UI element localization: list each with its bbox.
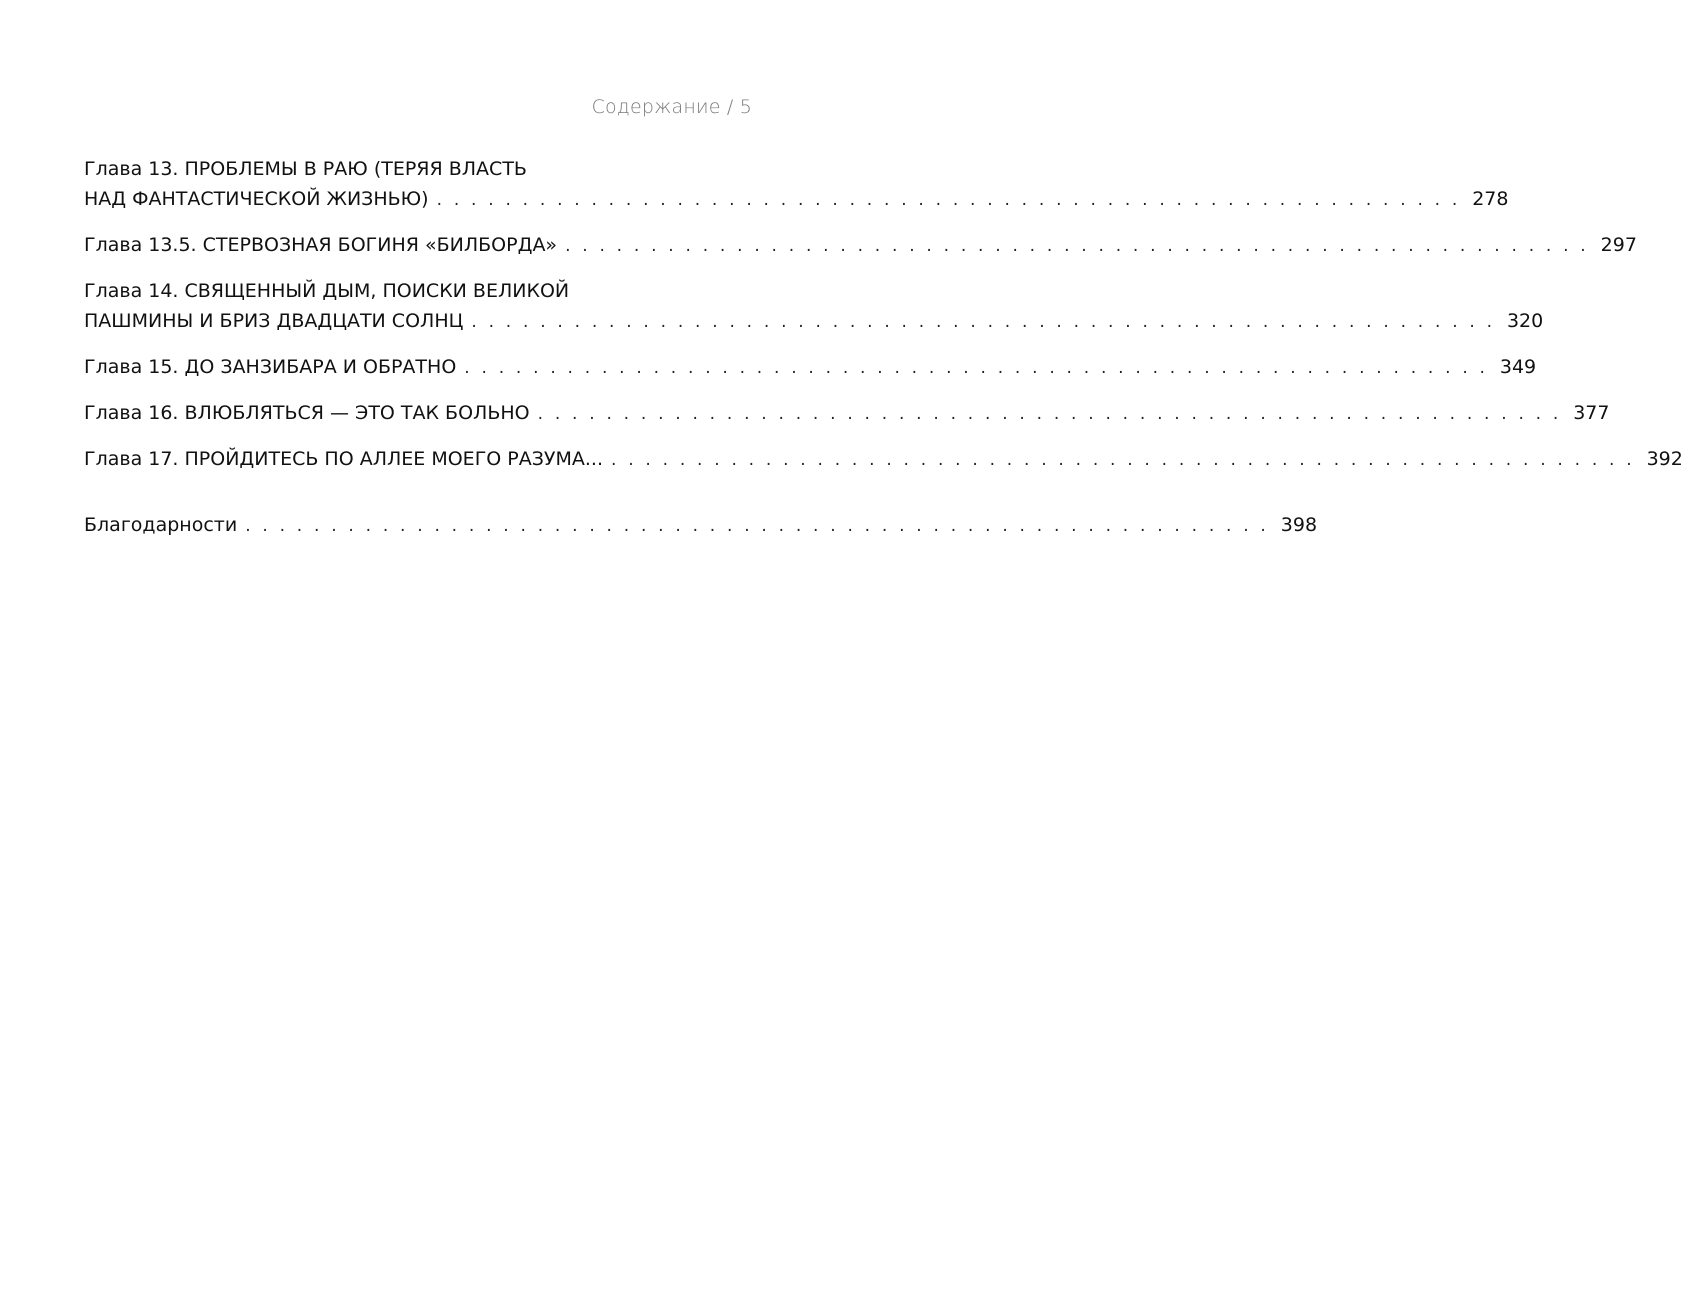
toc-entry-title: Глава 15. ДО ЗАНЗИБАРА И ОБРАТНО <box>84 356 457 378</box>
toc-entry-title: Глава 16. ВЛЮБЛЯТЬСЯ — ЭТО ТАК БОЛЬНО <box>84 402 530 424</box>
toc-entry-line <box>84 184 1509 215</box>
toc-entry-line <box>84 398 1610 429</box>
toc-entry-title-continued: ПАШМИНЫ И БРИЗ ДВАДЦАТИ СОЛНЦ <box>84 310 464 332</box>
toc-page-number: 377 <box>1573 402 1610 424</box>
toc-page-number: 320 <box>1506 310 1544 332</box>
toc-entry-line <box>84 276 718 306</box>
toc-entry-title: Глава 14. СВЯЩЕННЫЙ ДЫМ, ПОИСКИ ВЕЛИКОЙ <box>84 280 570 302</box>
toc-entry-line <box>84 230 1637 261</box>
dot-leader: . . . . . . . . . . . . . . . . . . . . . . . . . . . . . . . . . . . . . . . . . . . . . . . . . . . . . . . . . . . . <box>245 516 1270 536</box>
dot-leader: . . . . . . . . . . . . . . . . . . . . . . . . . . . . . . . . . . . . . . . . . . . . . . . . . . . . . . . . . . . . <box>565 236 1589 256</box>
toc-page-number: 297 <box>1600 234 1637 256</box>
dot-leader: . . . . . . . . . . . . . . . . . . . . . . . . . . . . . . . . . . . . . . . . . . . . . . . . . . . . . . . . . . . . <box>464 358 1489 378</box>
toc-entry[interactable] <box>84 352 1537 383</box>
toc-entry-line <box>84 510 1318 541</box>
toc-entry-title: Глава 13. ПРОБЛЕМЫ В РАЮ (ТЕРЯЯ ВЛАСТЬ <box>84 158 527 180</box>
toc-page-number: 398 <box>1280 514 1318 536</box>
toc-entry-title: Глава 17. ПРОЙДИТЕСЬ ПО АЛЛЕЕ МОЕГО РАЗУМА... <box>84 448 603 470</box>
running-head: Содержание / 5 <box>591 96 752 118</box>
toc-entry[interactable] <box>84 444 1683 475</box>
toc-entry-line <box>84 154 718 184</box>
dot-leader: . . . . . . . . . . . . . . . . . . . . . . . . . . . . . . . . . . . . . . . . . . . . . . . . . . . . . . . . . . . . <box>611 450 1635 470</box>
table-of-contents <box>84 154 1683 556</box>
toc-entry[interactable] <box>84 510 1318 541</box>
toc-entry[interactable] <box>84 230 1637 261</box>
toc-page-number: 278 <box>1472 188 1509 210</box>
toc-entry-title-continued: НАД ФАНТАСТИЧЕСКОЙ ЖИЗНЬЮ) <box>84 188 429 210</box>
toc-entry-title: Глава 13.5. СТЕРВОЗНАЯ БОГИНЯ «БИЛБОРДА» <box>84 234 558 256</box>
toc-entry-line <box>84 306 1544 337</box>
toc-entry[interactable] <box>84 276 1544 337</box>
toc-page-number: 392 <box>1646 448 1683 470</box>
toc-entry-title: Благодарности <box>84 514 238 536</box>
toc-entry-line <box>84 444 1683 475</box>
dot-leader: . . . . . . . . . . . . . . . . . . . . . . . . . . . . . . . . . . . . . . . . . . . . . . . . . . . . . . . . . . . . <box>471 312 1496 332</box>
dot-leader: . . . . . . . . . . . . . . . . . . . . . . . . . . . . . . . . . . . . . . . . . . . . . . . . . . . . . . . . . . . . <box>537 404 1562 424</box>
toc-entry-line <box>84 352 1537 383</box>
dot-leader: . . . . . . . . . . . . . . . . . . . . . . . . . . . . . . . . . . . . . . . . . . . . . . . . . . . . . . . . . . . . <box>436 190 1461 210</box>
toc-page-number: 349 <box>1499 356 1537 378</box>
toc-entry[interactable] <box>84 154 1509 215</box>
toc-entry[interactable] <box>84 398 1610 429</box>
